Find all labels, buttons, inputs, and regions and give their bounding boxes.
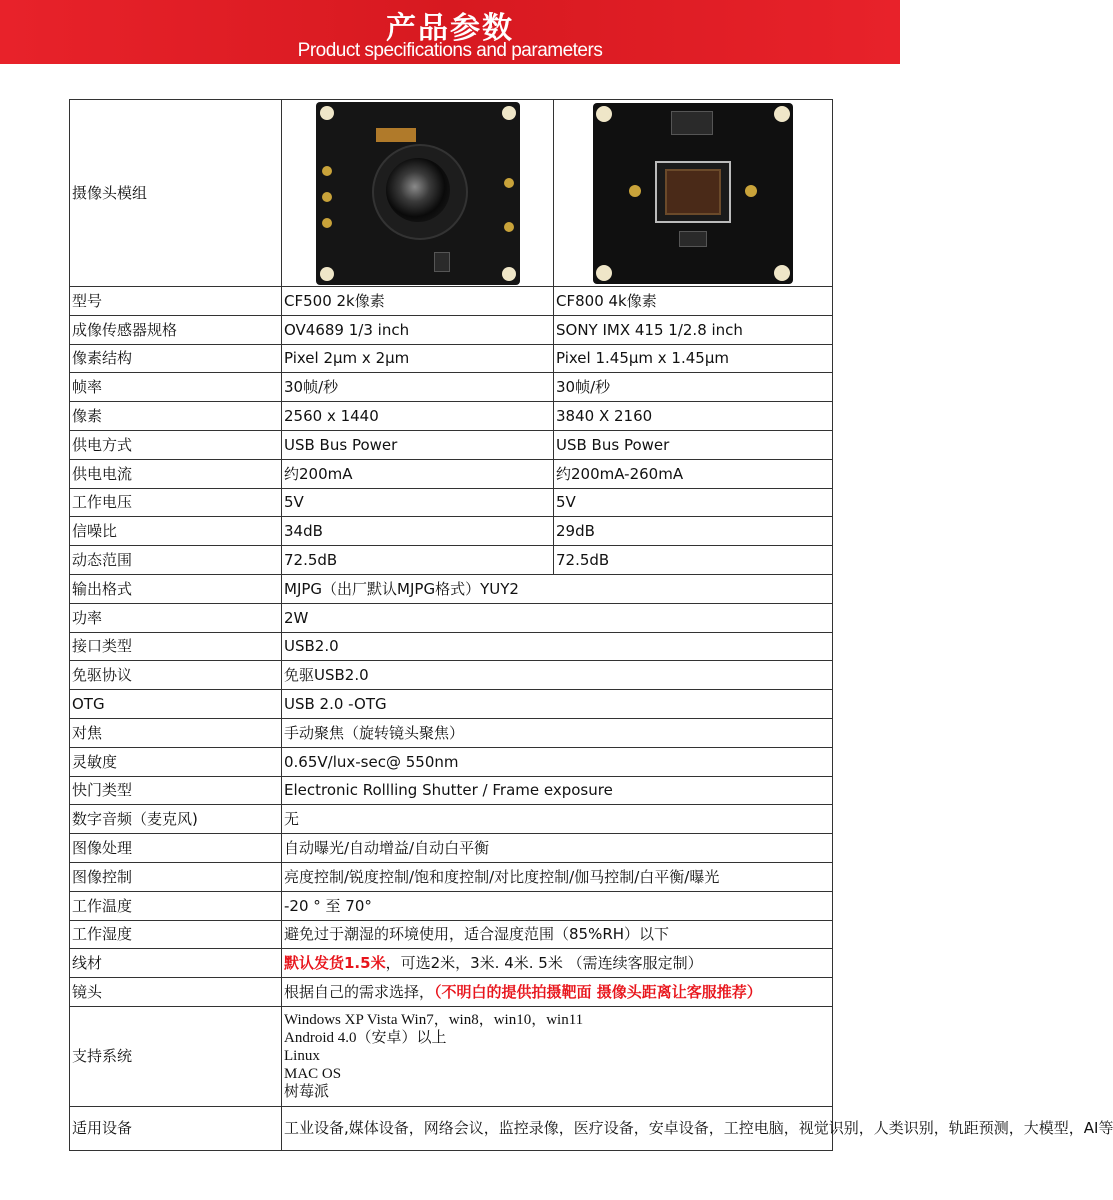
lens-row: [70, 978, 833, 1007]
cf800-value: USB Bus Power: [554, 430, 833, 459]
spec-row: [70, 430, 833, 459]
cf500-value: Pixel 2μm x 2μm: [282, 344, 554, 373]
shared-value: USB2.0: [282, 632, 833, 661]
spec-row: [70, 805, 833, 834]
cf500-value: 30帧/秒: [282, 373, 554, 402]
spec-row: [70, 287, 833, 316]
cf500-value: 72.5dB: [282, 546, 554, 575]
system-line: MAC OS: [284, 1066, 342, 1083]
spec-row: [70, 402, 833, 431]
spec-row: [70, 661, 833, 690]
row-label: 工作电压: [70, 488, 282, 517]
shared-value: 自动曝光/自动增益/自动白平衡: [282, 834, 833, 863]
cf500-board-image: [282, 100, 554, 287]
shared-value: Electronic Rollling Shutter / Frame exposure: [282, 776, 833, 805]
spec-row: [70, 574, 833, 603]
spec-row: [70, 920, 833, 949]
shared-value: 2W: [282, 603, 833, 632]
row-label: 型号: [70, 287, 282, 316]
cable-default-highlight: 默认发货1.5米: [284, 954, 386, 973]
row-label: 成像传感器规格: [70, 315, 282, 344]
row-label: 灵敏度: [70, 747, 282, 776]
systems-value: [282, 1006, 833, 1106]
spec-row: [70, 517, 833, 546]
row-label: 工作湿度: [70, 920, 282, 949]
row-label: 线材: [70, 949, 282, 978]
shared-value: USB 2.0 -OTG: [282, 690, 833, 719]
spec-table: [69, 99, 1113, 1151]
page-title: 产品参数: [386, 11, 514, 46]
spec-row: [70, 862, 833, 891]
cf800-value: 29dB: [554, 517, 833, 546]
shared-value: 手动聚焦（旋转镜头聚焦）: [282, 718, 833, 747]
cf800-value: Pixel 1.45μm x 1.45μm: [554, 344, 833, 373]
shared-value: -20 ° 至 70°: [282, 891, 833, 920]
row-label: 摄像头模组: [70, 100, 282, 287]
cable-options: ，可选2米，3米. 4米. 5米 （需连续客服定制）: [385, 954, 703, 973]
spec-row: [70, 718, 833, 747]
row-label: 功率: [70, 603, 282, 632]
row-label: 镜头: [70, 978, 282, 1007]
row-label: 像素: [70, 402, 282, 431]
row-label: 供电方式: [70, 430, 282, 459]
lens-text: 根据自己的需求选择，: [284, 983, 435, 1002]
devices-value: 工业设备,媒体设备，网络会议，监控录像，医疗设备，安卓设备，工控电脑，视觉识别，人类识别，轨距预测，大模型，AI等: [282, 1106, 833, 1150]
cf800-value: CF800 4k像素: [554, 287, 833, 316]
cf500-value: OV4689 1/3 inch: [282, 315, 554, 344]
spec-row: [70, 488, 833, 517]
system-line: Windows XP Vista Win7，win8，win10，win11: [284, 1012, 584, 1029]
cf500-value: 约200mA: [282, 459, 554, 488]
camera-board-2k-image: [316, 102, 520, 285]
cable-value: [282, 949, 833, 978]
lens-highlight: （不明白的提供拍摄靶面 摄像头距离让客服推荐）: [434, 983, 762, 1002]
devices-row: [70, 1106, 833, 1150]
row-label: 像素结构: [70, 344, 282, 373]
camera-board-4k-image: [593, 103, 793, 284]
module-image-row: [70, 100, 833, 287]
spec-row: [70, 632, 833, 661]
cf500-value: USB Bus Power: [282, 430, 554, 459]
lens-value: [282, 978, 833, 1007]
row-label: 工作温度: [70, 891, 282, 920]
spec-row: [70, 459, 833, 488]
cf500-value: 34dB: [282, 517, 554, 546]
row-label: 供电电流: [70, 459, 282, 488]
cf500-value: CF500 2k像素: [282, 287, 554, 316]
spec-row: [70, 776, 833, 805]
cf800-value: SONY IMX 415 1/2.8 inch: [554, 315, 833, 344]
cf800-board-image: [554, 100, 833, 287]
cf500-value: 5V: [282, 488, 554, 517]
row-label: 输出格式: [70, 574, 282, 603]
spec-row: [70, 315, 833, 344]
row-label: 信噪比: [70, 517, 282, 546]
shared-value: 避免过于潮湿的环境使用，适合湿度范围（85%RH）以下: [282, 920, 833, 949]
row-label: 适用设备: [70, 1106, 282, 1150]
row-label: 图像处理: [70, 834, 282, 863]
cf500-value: 2560 x 1440: [282, 402, 554, 431]
shared-value: 免驱USB2.0: [282, 661, 833, 690]
page-subtitle: Product specifications and parameters: [297, 40, 603, 61]
row-label: 接口类型: [70, 632, 282, 661]
cf800-value: 72.5dB: [554, 546, 833, 575]
row-label: 帧率: [70, 373, 282, 402]
row-label: 支持系统: [70, 1006, 282, 1106]
spec-row: [70, 344, 833, 373]
cf800-value: 5V: [554, 488, 833, 517]
spec-row: [70, 603, 833, 632]
shared-value: 0.65V/lux-sec@ 550nm: [282, 747, 833, 776]
row-label: 快门类型: [70, 776, 282, 805]
row-label: 图像控制: [70, 862, 282, 891]
header-banner: [0, 0, 900, 64]
shared-value: MJPG（出厂默认MJPG格式）YUY2: [282, 574, 833, 603]
shared-value: 亮度控制/锐度控制/饱和度控制/对比度控制/伽马控制/白平衡/曝光: [282, 862, 833, 891]
cf800-value: 30帧/秒: [554, 373, 833, 402]
shared-value: 无: [282, 805, 833, 834]
row-label: 免驱协议: [70, 661, 282, 690]
row-label: OTG: [70, 690, 282, 719]
systems-row: [70, 1006, 833, 1106]
system-line: Linux: [284, 1048, 320, 1065]
cf800-value: 约200mA-260mA: [554, 459, 833, 488]
row-label: 对焦: [70, 718, 282, 747]
spec-row: [70, 891, 833, 920]
system-line: 树莓派: [284, 1084, 330, 1101]
spec-row: [70, 747, 833, 776]
cable-row: [70, 949, 833, 978]
row-label: 数字音频（麦克风): [70, 805, 282, 834]
row-label: 动态范围: [70, 546, 282, 575]
spec-row: [70, 373, 833, 402]
spec-row: [70, 690, 833, 719]
cf800-value: 3840 X 2160: [554, 402, 833, 431]
system-line: Android 4.0（安卓）以上: [284, 1030, 447, 1047]
spec-row: [70, 546, 833, 575]
spec-row: [70, 834, 833, 863]
